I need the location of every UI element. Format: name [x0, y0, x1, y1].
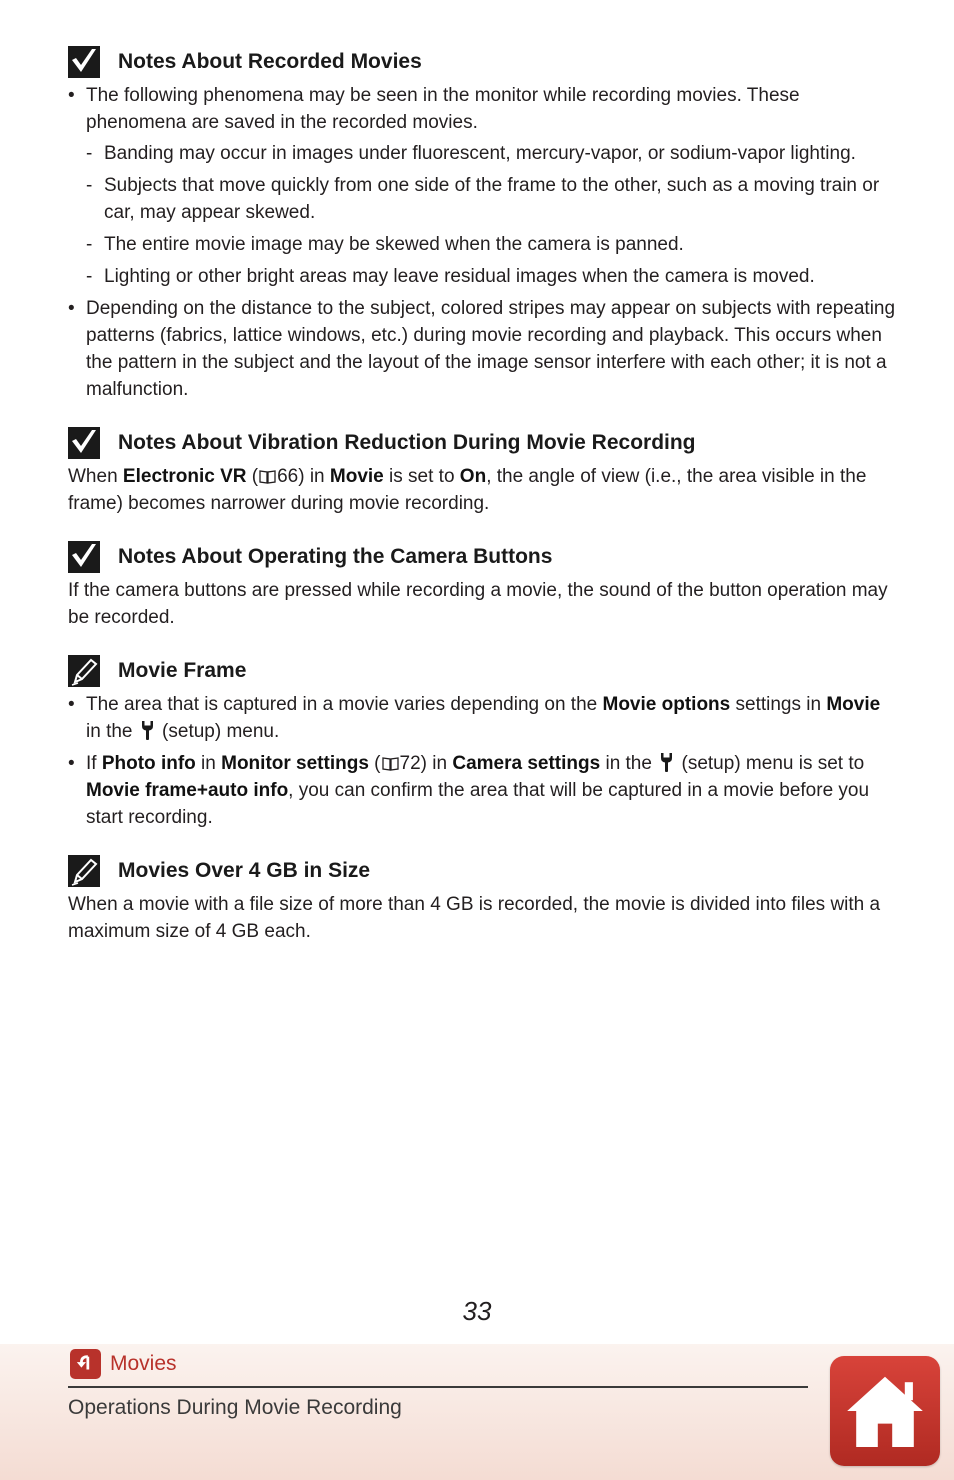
- back-to-movies-link[interactable]: [70, 1348, 177, 1380]
- bullet-text: The following phenomena may be seen in the monitor while recording movies. These phenomena are saved in the recorded movies.: [86, 85, 800, 133]
- text-run: (: [368, 753, 381, 774]
- list-item: [68, 750, 898, 831]
- list-item: - The entire movie image may be skewed when the camera is panned.: [86, 231, 898, 258]
- list-item: - Lighting or other bright areas may leave residual images when the camera is moved.: [86, 263, 898, 290]
- text-run: If: [86, 753, 102, 774]
- caution-check-icon: [68, 541, 100, 573]
- page-reference[interactable]: 66: [277, 466, 299, 487]
- bullet-list: [68, 82, 898, 403]
- home-button[interactable]: [830, 1356, 940, 1466]
- text-run: , the angle of view (i.e., the area visible in the frame) becomes narrower during movie recording.: [68, 466, 867, 514]
- menu-item-name: Monitor settings: [221, 753, 369, 774]
- section-movies-over-4gb: [68, 853, 898, 945]
- menu-item-name: Movie frame+auto info: [86, 780, 289, 801]
- text-run: in: [195, 753, 222, 774]
- text-run: (: [246, 466, 259, 487]
- text-run: in the: [600, 753, 658, 774]
- section-title: Notes About Recorded Movies: [118, 50, 422, 73]
- text-run: in the: [86, 721, 138, 742]
- text-run: , you can confirm the area that will be captured in a movie before you start recording.: [86, 780, 870, 828]
- list-item: [68, 82, 898, 290]
- text-run: settings in: [730, 694, 827, 715]
- section-heading: [68, 44, 898, 80]
- menu-item-name: Camera settings: [452, 753, 601, 774]
- section-movie-frame: [68, 653, 898, 831]
- list-item: - Subjects that move quickly from one side of the frame to the other, such as a moving train or car, may appear skewed.: [86, 172, 898, 226]
- section-heading: [68, 425, 898, 461]
- footer-section-title: Operations During Movie Recording: [68, 1396, 402, 1419]
- text-run: is set to: [383, 466, 460, 487]
- wrench-icon: [141, 721, 154, 740]
- page-number: 33: [462, 1296, 492, 1326]
- text-run: (setup) menu.: [156, 721, 280, 742]
- caution-check-icon: [68, 427, 100, 459]
- menu-item-name: Photo info: [101, 753, 196, 774]
- note-pencil-icon: [68, 655, 100, 687]
- body-paragraph: When a movie with a file size of more than 4 GB is recorded, the movie is divided into files with a maximum size of 4 GB each.: [68, 894, 881, 942]
- section-recorded-movies: [68, 44, 898, 403]
- back-link-label: Movies: [110, 1352, 177, 1375]
- footer-divider: [68, 1386, 808, 1388]
- section-camera-buttons: [68, 539, 898, 631]
- list-item: - Banding may occur in images under fluorescent, mercury-vapor, or sodium-vapor lighting.: [86, 140, 898, 167]
- text-run: (setup) menu is set to: [676, 753, 865, 774]
- section-title: Notes About Operating the Camera Buttons: [118, 545, 553, 568]
- page-reference[interactable]: 72: [399, 753, 421, 774]
- section-title: Notes About Vibration Reduction During Movie Recording: [118, 431, 696, 454]
- text-run: ) in: [298, 466, 330, 487]
- section-title: Movies Over 4 GB in Size: [118, 859, 371, 882]
- menu-item-name: Movie: [826, 694, 881, 715]
- section-vibration-reduction: [68, 425, 898, 517]
- body-paragraph: [68, 463, 898, 517]
- book-reference-icon: [382, 752, 399, 767]
- menu-item-name: On: [459, 466, 487, 487]
- section-heading: [68, 853, 898, 889]
- menu-item-name: Movie options: [602, 694, 731, 715]
- body-paragraph: If the camera buttons are pressed while recording a movie, the sound of the button operation may be recorded.: [68, 580, 888, 628]
- section-heading: [68, 539, 898, 575]
- text-run: When: [68, 466, 123, 487]
- menu-item-name: Movie: [329, 466, 384, 487]
- note-pencil-icon: [68, 855, 100, 887]
- wrench-icon: [660, 753, 673, 772]
- list-item: [68, 691, 898, 745]
- book-reference-icon: [259, 465, 276, 480]
- section-heading: [68, 653, 898, 689]
- list-item: • Depending on the distance to the subject, colored stripes may appear on subjects with repeating patterns (fabrics, lattice windows, etc.) during movie recording and playback. This occurs when the pattern in the subject and the layout of the image sensor interfere with each other; it is not a malfunction.: [68, 295, 898, 403]
- text-run: The area that is captured in a movie varies depending on the: [86, 694, 603, 715]
- menu-item-name: Electronic VR: [122, 466, 247, 487]
- home-icon: [840, 1366, 930, 1456]
- bullet-list: [68, 691, 898, 831]
- section-title: Movie Frame: [118, 659, 247, 682]
- text-run: ) in: [420, 753, 453, 774]
- dash-list: [86, 140, 898, 290]
- page-content: [68, 44, 898, 967]
- caution-check-icon: [68, 46, 100, 78]
- back-arrow-icon: [70, 1349, 101, 1379]
